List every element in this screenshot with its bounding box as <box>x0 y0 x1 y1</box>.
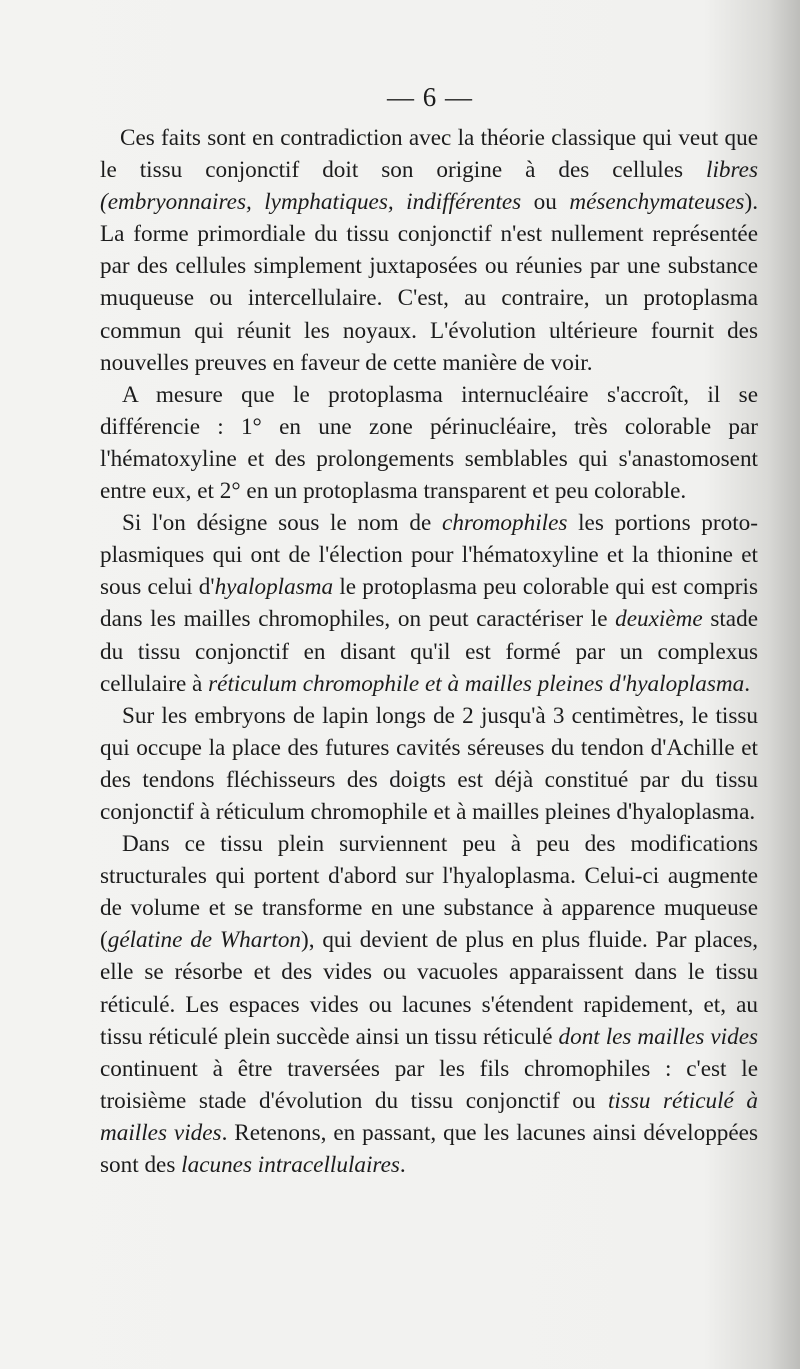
text-run: . Retenons, en passant, que les lacunes ainsi développées sont des <box>100 1119 759 1178</box>
text-run: continuent à être traversées par les fils chromophiles : c'est le troisième stade d'évolution du tissu conjonctif ou <box>100 1055 758 1114</box>
text-run: . <box>744 670 750 697</box>
italic-run: hyaloplasma <box>214 574 334 601</box>
text-run: A mesure que le protoplasma internucléaire s'accroît, il se différencie : 1° en une zone périnucléaire, très colorable par l'hématoxyline et des prolongements semblables qui s'anastomosent entre eux, et 2° en un protoplasma transparent et peu colorable. <box>100 381 758 505</box>
text-run: ou <box>521 189 570 216</box>
paragraph <box>100 379 758 507</box>
page-number: — 6 — <box>387 82 473 112</box>
italic-run: mésenchymateuses <box>569 189 745 216</box>
italic-run: dont les mailles vides <box>558 1023 759 1050</box>
text-run: ), qui devient de plus en plus fluide. Par places, elle se résorbe et des vides ou vacuoles apparaissent dans le tissu réticulé. Les espaces vides ou lacunes s'étendent rapidement, et, au tissu réticulé plein succède ainsi un tissu réticulé <box>100 927 759 1050</box>
text-run: . <box>399 1152 406 1178</box>
italic-run: chromophiles <box>442 510 568 537</box>
italic-run: deuxième <box>615 606 703 633</box>
italic-run: libres (embryonnaires, lymphatiques, indifférentes <box>100 157 758 216</box>
text-run: Sur les embryons de lapin longs de 2 jusqu'à 3 centimètres, le tissu qui occupe la place des futures cavités séreuses du tendon d'Achille et des tendons fléchisseurs des doigts est déjà constitué par du tissu conjonctif à réticulum chromophile et à mailles pleines d'hyaloplasma. <box>100 702 758 825</box>
text-run: Dans ce tissu plein surviennent peu à peu des modifications structurales qui portent d'abord sur l'hyaloplasma. Celui-ci augmente de volume et se transforme en une substance à apparence muqueuse ( <box>100 831 758 954</box>
text-run: le protoplasma peu colorable qui est compris dans les mailles chromophiles, on peut caractériser le <box>100 574 758 633</box>
italic-run: réticulum chromophile et à mailles pleines d'hyaloplasma <box>208 670 745 697</box>
paragraph <box>100 828 758 1181</box>
italic-run: lacunes intracellulaires <box>181 1152 400 1178</box>
page-body <box>100 122 758 1181</box>
text-run: stade du tissu conjonctif en disant qu'il est formé par un complexus cellulaire à <box>100 606 758 697</box>
text-run: ). La forme primordiale du tissu conjonctif n'est nullement représentée par des cellules simplement juxtaposées ou réunies par une substance muqueuse ou intercellulaire. C'est, au contraire, un protoplasma commun qui réunit les noyaux. L'évolution ultérieure fournit des nouvelles preuves en faveur de cette manière de voir. <box>100 189 758 376</box>
paragraph <box>100 122 758 379</box>
paragraph <box>100 700 758 828</box>
paragraph <box>100 507 758 700</box>
text-run: Ces faits sont en contradiction avec la théorie classique qui veut que le tissu conjonctif doit son origine à des cellules <box>100 125 758 184</box>
text-run: les portions protoplasmiques qui ont de l'élection pour l'hématoxyline et la thionine et sous celui d' <box>100 510 758 601</box>
italic-run: gélatine de Wharton <box>107 927 302 954</box>
text-run: Si l'on désigne sous le nom de <box>122 510 443 537</box>
italic-run: tissu réticulé à mailles vides <box>100 1087 758 1146</box>
